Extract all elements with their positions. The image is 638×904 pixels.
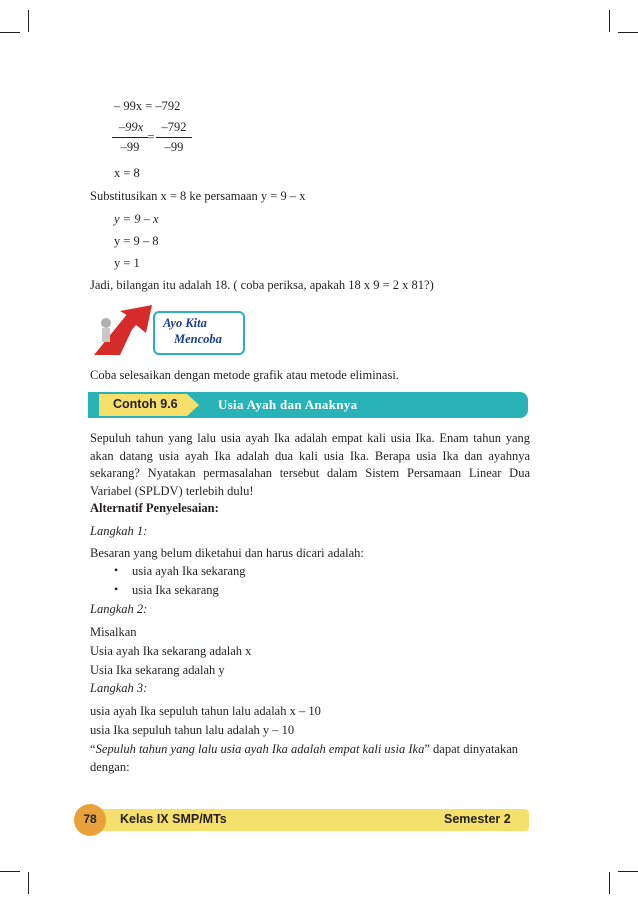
crop-mark — [609, 872, 610, 894]
ayo-label: Ayo Kita — [163, 316, 207, 330]
quote-open: “ — [90, 742, 96, 756]
fraction-bar — [112, 137, 148, 138]
crop-mark — [28, 10, 29, 32]
equation-line: x = 8 — [114, 166, 140, 180]
solution-heading: Alternatif Penyelesaian: — [90, 501, 219, 515]
crop-mark — [0, 871, 20, 872]
example-label: Contoh 9.6 — [113, 397, 178, 411]
text-line: Usia ayah Ika sekarang adalah x — [90, 644, 252, 658]
text-line: usia ayah Ika sepuluh tahun lalu adalah x – 10 — [90, 704, 321, 718]
fraction-equals: = — [147, 130, 155, 144]
fraction-denominator: –99 — [164, 140, 184, 154]
quote-text: Sepuluh tahun yang lalu usia ayah Ika adalah empat kali usia Ika — [95, 742, 425, 756]
text-line: Jadi, bilangan itu adalah 18. ( coba periksa, apakah 18 x 9 = 2 x 81?) — [90, 278, 434, 292]
crop-mark — [618, 32, 638, 33]
fraction-denominator: –99 — [120, 140, 140, 154]
fraction-numerator: –99x — [118, 120, 144, 134]
step-heading: Langkah 1: — [90, 524, 148, 538]
problem-paragraph: Sepuluh tahun yang lalu usia ayah Ika adalah empat kali usia Ika. Enam tahun yang akan datang usia ayah Ika adalah dua kali usia Ika. Berapa usia Ika dan ayahnya sekarang? Nyatakan permasalahan tersebut dalam Sistem Persamaan Linear Dua Variabel (SPLDV) terlebih dulu! — [90, 431, 530, 498]
instruction-text: Coba selesaikan dengan metode grafik atau metode eliminasi. — [90, 368, 399, 382]
text-line: Besaran yang belum diketahui dan harus dicari adalah: — [90, 546, 364, 560]
quote-line — [90, 741, 518, 757]
page-number: 78 — [83, 812, 97, 826]
footer-semester: Semester 2 — [444, 812, 511, 826]
equation-line: y = 1 — [114, 256, 140, 270]
text-line: Usia Ika sekarang adalah y — [90, 663, 225, 677]
ayo-mencoba-icon — [90, 303, 160, 359]
crop-mark — [28, 872, 29, 894]
example-title: Usia Ayah dan Anaknya — [218, 397, 358, 412]
step-heading: Langkah 3: — [90, 681, 148, 695]
crop-mark — [618, 871, 638, 872]
bullet-dot: • — [114, 563, 119, 577]
ayo-label: Mencoba — [174, 332, 222, 346]
equation-line: – 99x = –792 — [114, 99, 181, 113]
equation-line: y = 9 – x — [114, 212, 159, 226]
footer-book-title: Kelas IX SMP/MTs — [120, 812, 227, 826]
list-item: usia ayah Ika sekarang — [132, 564, 246, 578]
equation-line: y = 9 – 8 — [114, 234, 159, 248]
quote-close: ” dapat dinyatakan — [424, 742, 519, 756]
step-heading: Langkah 2: — [90, 602, 148, 616]
crop-mark — [609, 10, 610, 32]
fraction-numerator: –792 — [161, 120, 187, 134]
crop-mark — [0, 32, 20, 33]
text-line: Substitusikan x = 8 ke persamaan y = 9 – x — [90, 189, 306, 203]
list-item: usia Ika sekarang — [132, 583, 219, 597]
text-line: Misalkan — [90, 625, 137, 639]
text-line: dengan: — [90, 760, 130, 774]
fraction-bar — [156, 137, 192, 138]
bullet-dot: • — [114, 582, 119, 596]
text-line: usia Ika sepuluh tahun lalu adalah y – 10 — [90, 723, 295, 737]
